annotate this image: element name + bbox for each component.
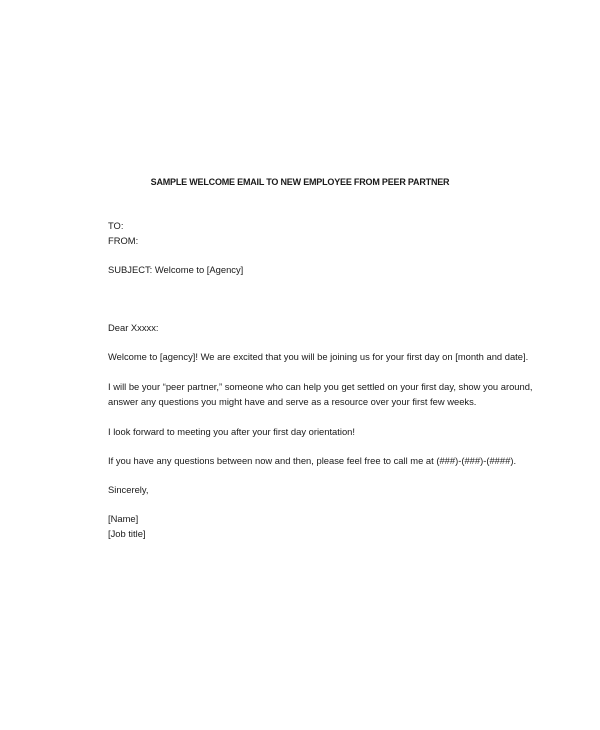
paragraph-4: If you have any questions between now and then, please feel free to call me at (###)-(###)-(####). — [108, 455, 517, 466]
signature-block — [108, 511, 528, 541]
paragraph-peer-partner — [108, 379, 533, 409]
subject-line: SUBJECT: Welcome to [Agency] — [108, 264, 244, 275]
paragraph-1: Welcome to [agency]! We are excited that you will be joining us for your first day on [month and date]. — [108, 351, 529, 362]
from-label: FROM: — [108, 235, 139, 246]
closing: Sincerely, — [108, 484, 149, 495]
header-fields — [108, 218, 528, 248]
paragraph-2-line-2: answer any questions you might have and serve as a resource over your first few weeks. — [108, 396, 477, 407]
to-label: TO: — [108, 220, 124, 231]
paragraph-questions — [108, 453, 528, 468]
subject-block — [108, 262, 528, 277]
salutation: Dear Xxxxx: — [108, 322, 159, 333]
paragraph-2-line-1: I will be your “peer partner,” someone who can help you get settled on your first day, show you around, — [108, 381, 533, 392]
paragraph-3: I look forward to meeting you after your first day orientation! — [108, 426, 355, 437]
signature-name: [Name] — [108, 513, 139, 524]
paragraph-welcome — [108, 349, 528, 364]
salutation-block — [108, 320, 528, 335]
document-title: SAMPLE WELCOME EMAIL TO NEW EMPLOYEE FROM PEER PARTNER — [150, 177, 450, 187]
paragraph-look-forward — [108, 424, 528, 439]
closing-block — [108, 482, 528, 497]
signature-title: [Job title] — [108, 528, 146, 539]
